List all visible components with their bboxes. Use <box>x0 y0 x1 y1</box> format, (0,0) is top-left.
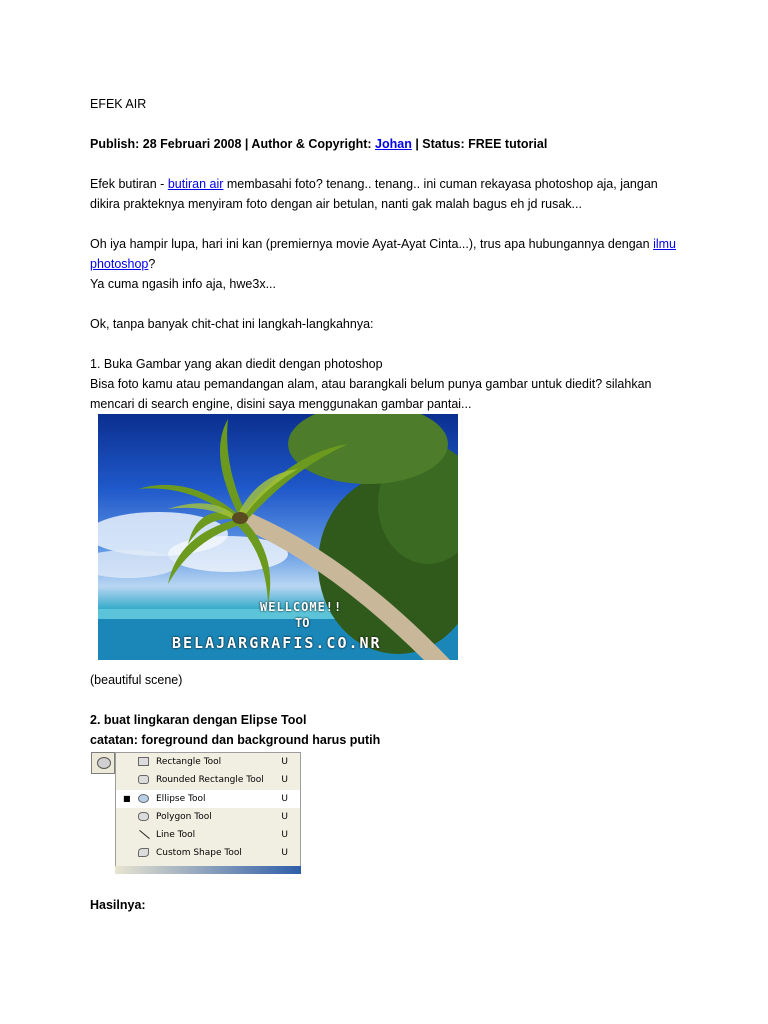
menu-bottom-strip <box>115 866 301 874</box>
menu-item-rounded-rectangle-tool[interactable] <box>116 771 300 789</box>
article-title: EFEK AIR <box>90 97 147 111</box>
menu-item-shortcut: U <box>281 757 288 767</box>
rounded-rectangle-icon <box>138 775 149 784</box>
watermark-to: TO <box>295 616 310 630</box>
after-photo-section <box>90 670 690 750</box>
menu-item-label: Rounded Rectangle Tool <box>156 775 264 786</box>
steps-intro: Ok, tanpa banyak chit-chat ini langkah-langkahnya: <box>90 317 374 331</box>
author-link[interactable]: Johan <box>375 137 412 151</box>
movie-before: Oh iya hampir lupa, hari ini kan (premiernya movie Ayat-Ayat Cinta...), trus apa hubungannya dengan <box>90 237 654 251</box>
movie-paragraph <box>90 234 690 274</box>
step1-heading: 1. Buka Gambar yang akan diedit dengan photoshop <box>90 357 383 371</box>
step2-heading: 2. buat lingkaran dengan Elipse Tool <box>90 713 307 727</box>
beach-photo <box>98 414 458 660</box>
article-body <box>90 94 690 414</box>
ellipse-icon <box>138 794 149 803</box>
watermark-welcome: WELLCOME!! <box>260 600 343 614</box>
publish-prefix: Publish: 28 Februari 2008 | Author & Copyright: <box>90 137 376 151</box>
beach-scene-illustration <box>98 414 458 660</box>
movie-after: ? <box>148 257 156 271</box>
ellipse-icon <box>97 757 111 769</box>
intro-after: membasahi foto? tenang.. tenang.. ini cuman rekayasa photoshop aja, jangan dikira prakteknya menyiram foto dengan air betulan, nanti gak malah bagus eh jd rusak... <box>90 177 658 211</box>
result-label: Hasilnya: <box>90 898 146 912</box>
publish-suffix: | Status: FREE tutorial <box>411 137 548 151</box>
ellipse-tool-button[interactable] <box>91 752 115 774</box>
publish-meta <box>90 134 690 154</box>
menu-item-line-tool[interactable] <box>116 826 300 844</box>
rectangle-icon <box>138 757 149 766</box>
menu-item-custom-shape-tool[interactable] <box>116 844 300 862</box>
intro-before: Efek butiran - <box>90 177 168 191</box>
menu-item-shortcut: U <box>281 830 288 841</box>
menu-item-label: Polygon Tool <box>156 811 212 822</box>
menu-item-label: Line Tool <box>156 830 196 841</box>
custom-shape-icon <box>138 848 149 857</box>
intro-paragraph <box>90 174 690 214</box>
step2-note: catatan: foreground dan background harus putih <box>90 733 381 747</box>
menu-item-label: Custom Shape Tool <box>156 848 242 859</box>
menu-item-label: Ellipse Tool <box>156 793 206 804</box>
menu-item-ellipse-tool[interactable] <box>116 790 300 808</box>
menu-item-rectangle-tool[interactable] <box>116 753 300 771</box>
butiran-air-link[interactable]: butiran air <box>167 177 224 191</box>
line-icon <box>138 830 149 839</box>
menu-item-polygon-tool[interactable] <box>116 808 300 826</box>
menu-item-shortcut: U <box>281 793 288 804</box>
selected-marker-icon: ■ <box>123 793 131 803</box>
watermark-site: BELAJARGRAFIS.CO.NR <box>172 634 382 652</box>
menu-item-shortcut: U <box>281 848 288 859</box>
menu-item-label: Rectangle Tool <box>156 757 222 767</box>
step1-text: Bisa foto kamu atau pemandangan alam, atau barangkali belum punya gambar untuk diedit? silahkan mencari di search engine, disini saya menggunakan gambar pantai... <box>90 377 652 411</box>
photo-caption: (beautiful scene) <box>90 673 183 687</box>
ilmu-photoshop-link[interactable]: ilmu photoshop <box>90 237 676 271</box>
menu-item-shortcut: U <box>281 811 288 822</box>
shape-tool-menu <box>115 752 301 873</box>
menu-item-shortcut: U <box>281 775 288 786</box>
info-line: Ya cuma ngasih info aja, hwe3x... <box>90 277 276 291</box>
polygon-icon <box>138 812 149 821</box>
